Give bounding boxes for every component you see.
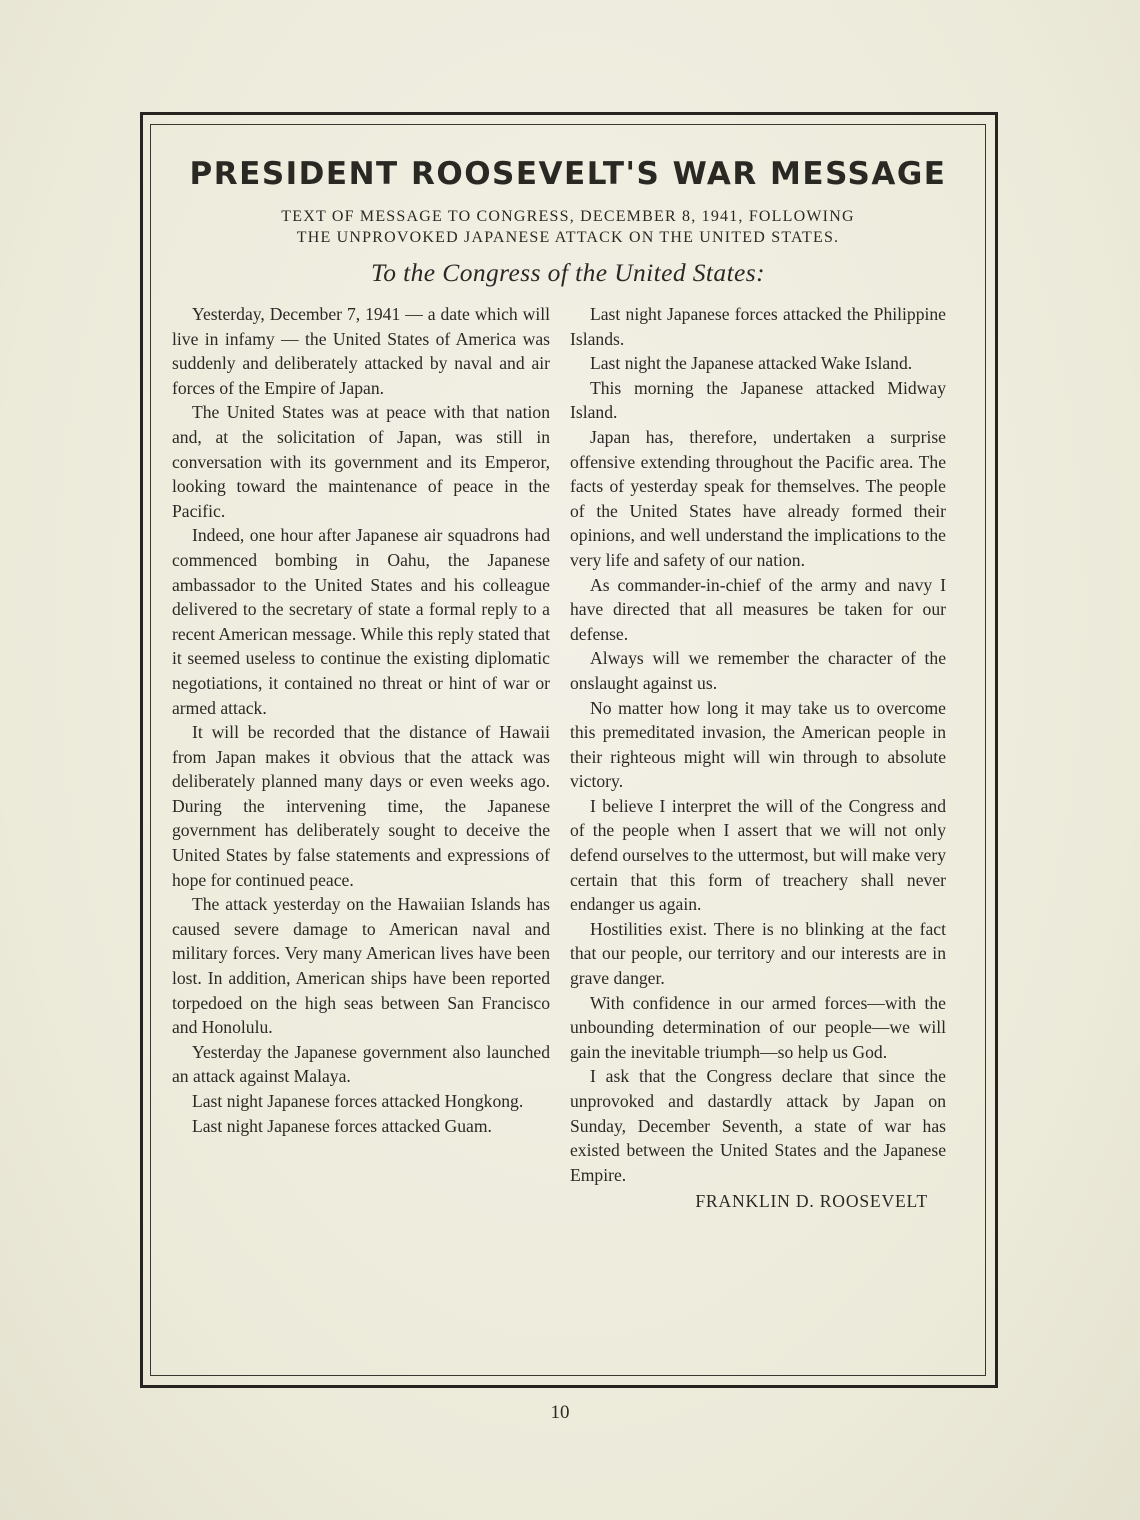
paragraph: It will be recorded that the distance of Hawaii from Japan makes it obvious that the attack was deliberately planned many days or even weeks ago. During the intervening time, the Japanese government has deliberately sought to deceive the United States by false statements and expressions of hope for continued peace. [172, 722, 550, 890]
page-title: PRESIDENT ROOSEVELT'S WAR MESSAGE [189, 156, 947, 192]
paragraph: Indeed, one hour after Japanese air squadrons had commenced bombing in Oahu, the Japanese ambassador to the United States and his colleague delivered to the secretary of state a formal reply to a recent American message. While this reply stated that it seemed useless to continue the existing diplomatic negotiations, it contained no threat or hint of war or armed attack. [172, 525, 550, 718]
paragraph: As commander-in-chief of the army and navy I have directed that all measures be taken for our defense. [570, 574, 946, 644]
paragraph: The attack yesterday on the Hawaiian Islands has caused severe damage to American naval and military forces. Very many American lives have been lost. In addition, American ships have been reported torpedoed on the high seas between San Francisco and Honolulu. [172, 894, 550, 1038]
salutation: To the Congress of the United States: [371, 258, 765, 287]
paragraph: Last night Japanese forces attacked Guam. [192, 1115, 492, 1136]
paragraph: Japan has, therefore, undertaken a surprise offensive extending throughout the Pacific area. The facts of yesterday speak for themselves. The people of the United States have already formed their opinions, and well understand the implications to the very life and safety of our nation. [570, 426, 946, 570]
paragraph: Yesterday the Japanese government also launched an attack against Malaya. [172, 1041, 550, 1087]
paragraph: The United States was at peace with that nation and, at the solicitation of Japan, was still in conversation with its government and its Emperor, looking toward the maintenance of peace in the Pacific. [172, 402, 550, 521]
paragraph: With confidence in our armed forces—with the unbounding determination of our people—we will gain the inevitable triumph—so help us God. [570, 992, 946, 1062]
paragraph: I believe I interpret the will of the Congress and of the people when I assert that we will not only defend ourselves to the uttermost, but will make very certain that this form of treachery shall never endanger us again. [570, 795, 946, 915]
paragraph: Yesterday, December 7, 1941 — a date which will live in infamy — the United States of America was suddenly and deliberately attacked by naval and air forces of the Empire of Japan. [172, 304, 550, 398]
paragraph: Hostilities exist. There is no blinking at the fact that our people, our territory and our interests are in grave danger. [570, 918, 946, 989]
right-text-column [570, 302, 946, 1214]
paragraph: Last night Japanese forces attacked Hongkong. [192, 1091, 524, 1111]
paragraph: No matter how long it may take us to overcome this premeditated invasion, the American people in their righteous might will win through to absolute victory. [570, 697, 946, 792]
paragraph: Last night Japanese forces attacked the Philippine Islands. [570, 304, 946, 349]
paragraph: This morning the Japanese attacked Midway Island. [570, 377, 946, 423]
paragraph: I ask that the Congress declare that since the unprovoked and dastardly attack by Japan on Sunday, December Seventh, a state of war has existed between the United States and the Japanese Empire. [570, 1066, 946, 1185]
paragraph: Last night the Japanese attacked Wake Island. [590, 353, 913, 374]
signature: FRANKLIN D. ROOSEVELT [695, 1191, 928, 1212]
subtitle [150, 206, 986, 248]
paragraph: Always will we remember the character of the onslaught against us. [570, 648, 946, 693]
page-number: 10 [550, 1402, 570, 1423]
left-text-column [172, 302, 550, 1138]
subtitle-line-2: THE UNPROVOKED JAPANESE ATTACK ON THE UNITED STATES. [296, 229, 840, 246]
subtitle-line-1: TEXT OF MESSAGE TO CONGRESS, DECEMBER 8, 1941, FOLLOWING [281, 208, 855, 225]
